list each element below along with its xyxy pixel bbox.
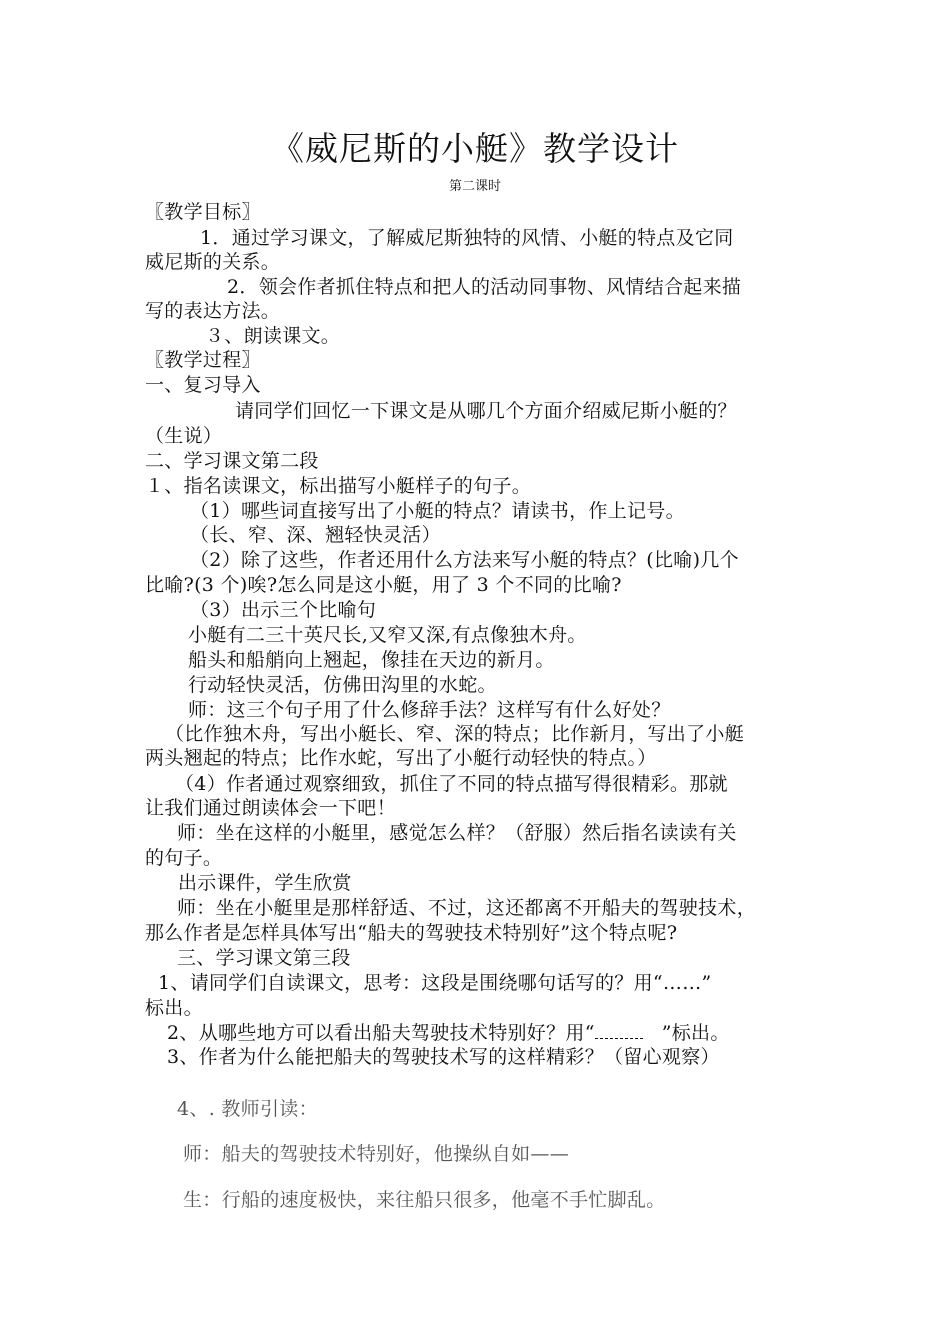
paragraph-line: 1、请同学们自读课文，思考：这段是围绕哪句话写的？用“……” (158, 972, 712, 994)
paragraph-line: 行动轻快灵活，仿佛田沟里的水蛇。 (188, 674, 497, 696)
underline-blank (595, 1024, 643, 1039)
paragraph-line: 师：坐在小艇里是那样舒适、不过，这还都离不开船夫的驾驶技术， (177, 897, 757, 919)
step-heading-1: 一、复习导入 (145, 374, 261, 396)
paragraph-line: （3）出示三个比喻句 (190, 599, 377, 621)
paragraph-line: 让我们通过朗读体会一下吧！ (145, 797, 396, 819)
paragraph-line: 生：行船的速度极快，来往船只很多，他毫不手忙脚乱。 (183, 1189, 666, 1211)
objective-2: 2．领会作者抓住特点和把人的活动同事物、风情结合起来描 (227, 276, 742, 298)
paragraph-line: （比作独木舟，写出小艇长、窄、深的特点；比作新月，写出了小艇 (165, 723, 745, 745)
paragraph-line: （1）哪些词直接写出了小艇的特点？请读书，作上记号。 (190, 500, 685, 522)
paragraph-line: 船头和船艄向上翘起，像挂在天边的新月。 (188, 649, 555, 671)
paragraph-line: 4、. 教师引读： (177, 1098, 318, 1120)
objective-2-cont: 写的表达方法。 (145, 300, 281, 322)
objective-1: 1．通过学习课文，了解威尼斯独特的风情、小艇的特点及它同 (200, 227, 734, 249)
paragraph-line: （长、窄、深、翘轻快灵活） (190, 524, 441, 546)
step-heading-3: 三、学习课文第三段 (177, 947, 351, 969)
paragraph-line: （2）除了这些，作者还用什么方法来写小艇的特点？(比喻)几个 (190, 549, 739, 571)
paragraph-line: 那么作者是怎样具体写出“船夫的驾驶技术特别好”这个特点呢? (145, 922, 678, 944)
section-heading-process: 〖教学过程〗 (145, 349, 261, 371)
paragraph-line: 师：船夫的驾驶技术特别好，他操纵自如—— (183, 1143, 570, 1165)
objective-3: ３、朗读课文。 (205, 325, 341, 347)
paragraph-line: 3、作者为什么能把船夫的驾驶技术写的这样精彩？（留心观察） (167, 1046, 720, 1068)
paragraph-line: 比喻?(3 个)唉?怎么同是这小艇，用了 3 个不同的比喻? (145, 574, 622, 596)
step-heading-2: 二、学习课文第二段 (145, 450, 319, 472)
paragraph-line: （4）作者通过观察细致，抓住了不同的特点描写得很精彩。那就 (175, 773, 728, 795)
paragraph-line: 两头翘起的特点；比作水蛇，写出了小艇行动轻快的特点。） (145, 747, 657, 769)
paragraph-text: ”标出。 (661, 1022, 730, 1044)
section-heading-objectives: 〖教学目标〗 (145, 201, 261, 223)
objective-1-cont: 威尼斯的关系。 (145, 251, 281, 273)
paragraph-line: （生说） (145, 425, 223, 447)
paragraph-line: 小艇有二三十英尺长,又窄又深,有点像独木舟。 (188, 624, 587, 646)
paragraph-line: 请同学们回忆一下课文是从哪几个方面介绍威尼斯小艇的？ (235, 400, 737, 422)
paragraph-line: 标出。 (145, 997, 203, 1019)
document-subtitle: 第二课时 (448, 179, 501, 194)
paragraph-line: 师：这三个句子用了什么修辞手法？这样写有什么好处？ (188, 699, 671, 721)
paragraph-line: 出示课件，学生欣赏 (178, 872, 352, 894)
paragraph-line: １、指名读课文，标出描写小艇样子的句子。 (145, 475, 532, 497)
paragraph-line-with-blank (167, 1021, 730, 1045)
document-title: 《威尼斯的小艇》教学设计 (271, 129, 679, 168)
paragraph-line: 师：坐在这样的小艇里，感觉怎么样？（舒服）然后指名读读有关 (177, 822, 737, 844)
paragraph-text: 2、从哪些地方可以看出船夫驾驶技术特别好？用“ (167, 1022, 595, 1044)
paragraph-line: 的句子。 (145, 847, 223, 869)
